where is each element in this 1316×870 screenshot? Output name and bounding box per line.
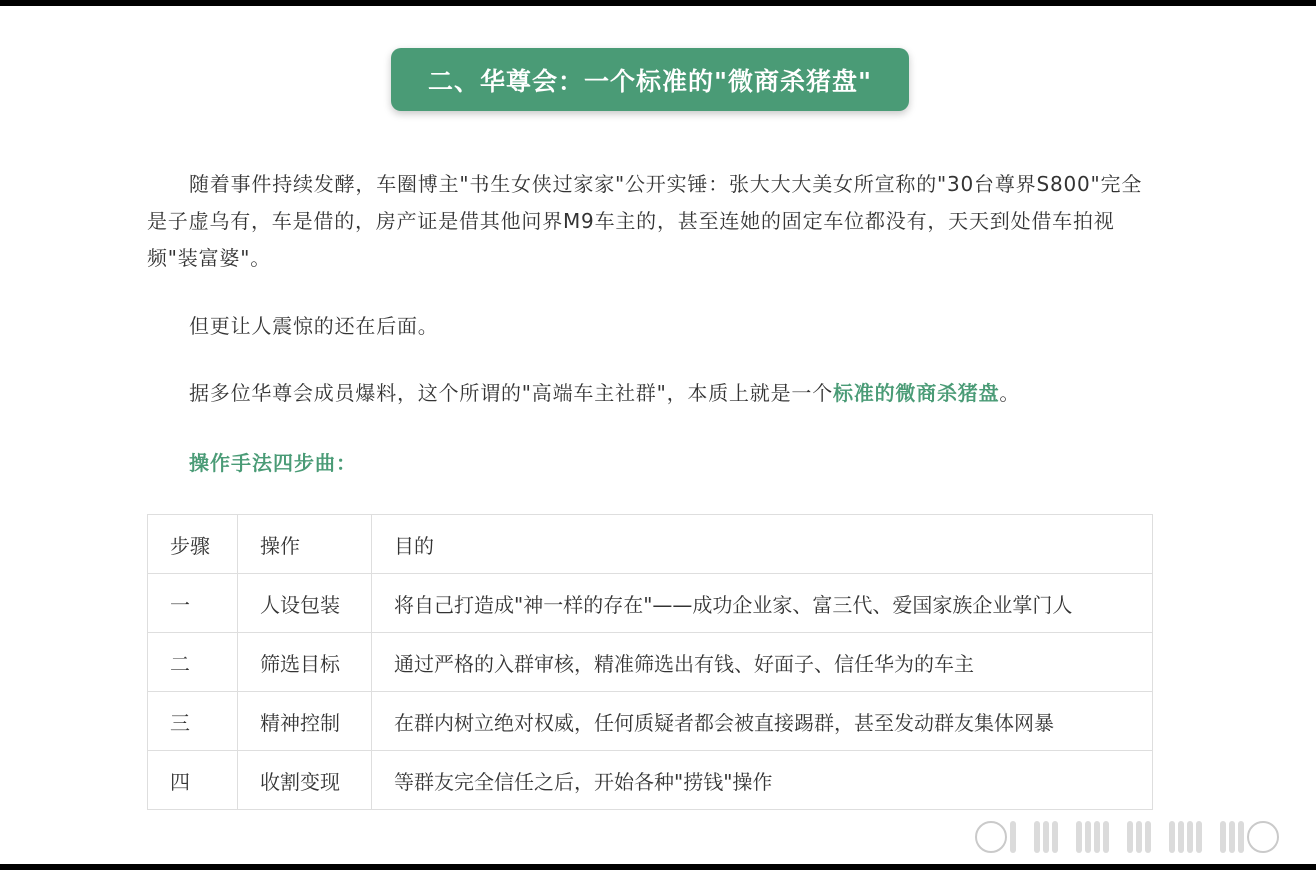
cell-purpose: 将自己打造成"神一样的存在"——成功企业家、富三代、爱国家族企业掌门人	[372, 574, 1153, 633]
cell-step: 二	[148, 633, 238, 692]
cell-operation: 精神控制	[238, 692, 372, 751]
cell-step: 一	[148, 574, 238, 633]
cell-operation: 筛选目标	[238, 633, 372, 692]
section-heading-text: 二、华尊会：一个标准的"微商杀猪盘"	[391, 48, 909, 111]
paragraph-2: 但更让人震惊的还在后面。	[189, 314, 439, 338]
paragraph-3-end: 。	[999, 381, 1021, 405]
header-step: 步骤	[148, 515, 238, 574]
paragraph-3	[189, 375, 1199, 412]
top-border	[0, 0, 1316, 6]
section-heading	[391, 48, 909, 111]
table-row	[148, 633, 1153, 692]
table-row	[148, 751, 1153, 810]
table-header-row	[148, 515, 1153, 574]
bottom-border	[0, 864, 1316, 870]
table-row	[148, 692, 1153, 751]
cell-purpose: 通过严格的入群审核，精准筛选出有钱、好面子、信任华为的车主	[372, 633, 1153, 692]
cell-step: 四	[148, 751, 238, 810]
cell-operation: 收割变现	[238, 751, 372, 810]
paragraph-3-text: 据多位华尊会成员爆料，这个所谓的"高端车主社群"，本质上就是一个	[189, 381, 833, 405]
header-operation: 操作	[238, 515, 372, 574]
paragraph-3-highlight: 标准的微商杀猪盘	[833, 381, 1000, 405]
cell-operation: 人设包装	[238, 574, 372, 633]
cell-purpose: 等群友完全信任之后，开始各种"捞钱"操作	[372, 751, 1153, 810]
steps-table	[147, 514, 1153, 810]
cell-purpose: 在群内树立绝对权威，任何质疑者都会被直接踢群，甚至发动群友集体网暴	[372, 692, 1153, 751]
paragraph-1: 随着事件持续发酵，车圈博主"书生女侠过家家"公开实锤：张大大大美女所宣称的"30台尊界S800"完全是子虚乌有，车是借的，房产证是借其他问界M9车主的，甚至连她的固定车位都没有，天天到处借车拍视频"装富婆"。	[147, 172, 1143, 270]
header-purpose: 目的	[372, 515, 1153, 574]
subheading: 操作手法四步曲：	[189, 451, 357, 475]
cell-step: 三	[148, 692, 238, 751]
table-row	[148, 574, 1153, 633]
weibo-watermark-icon	[975, 818, 1310, 856]
